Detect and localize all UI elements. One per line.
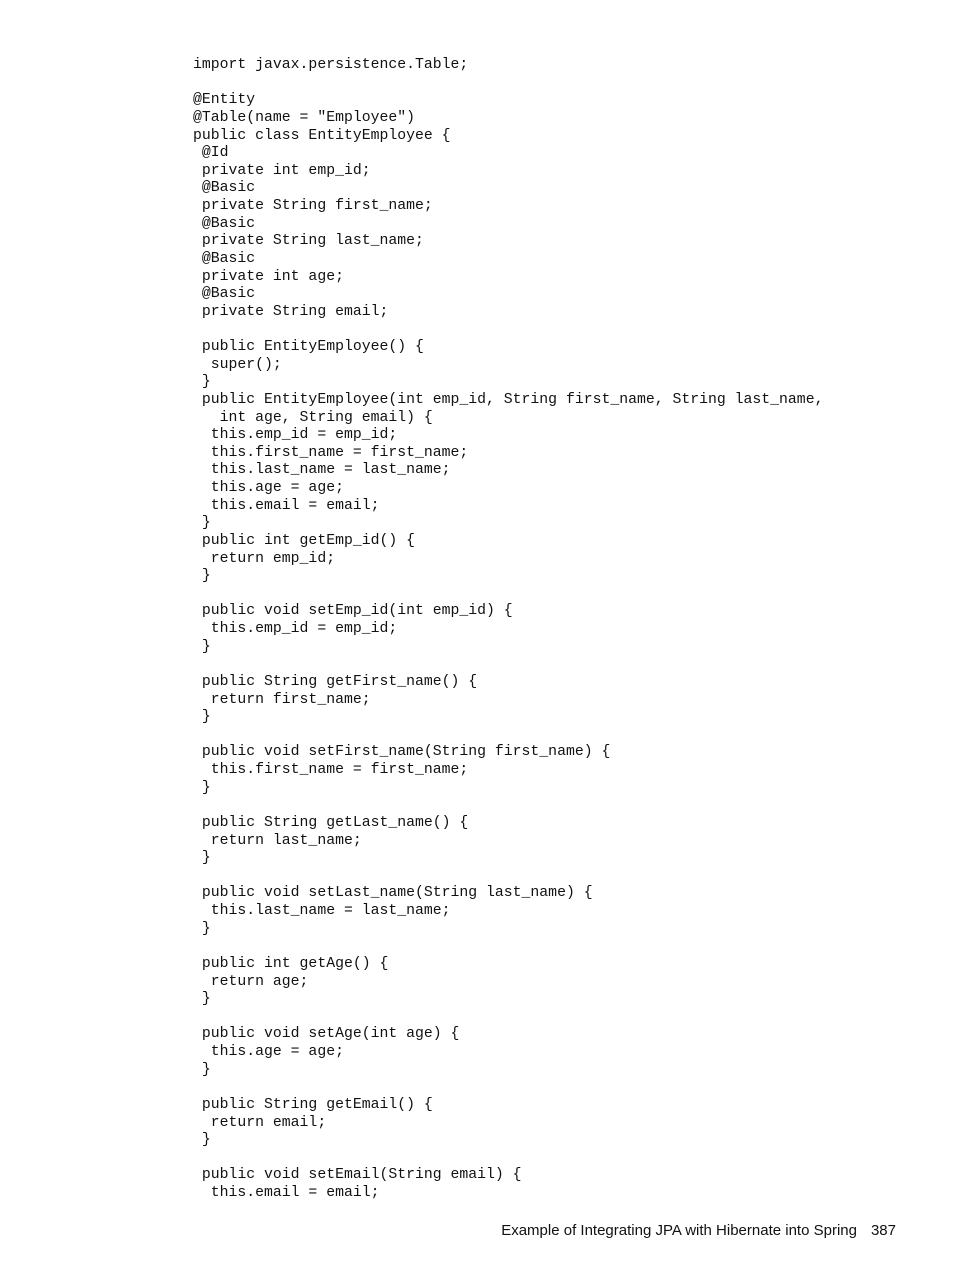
code-line: public String getEmail() {	[193, 1096, 433, 1113]
code-line: }	[193, 638, 211, 655]
code-line: @Basic	[193, 215, 256, 232]
code-line: public void setFirst_name(String first_name) {	[193, 744, 611, 761]
code-line	[193, 656, 933, 674]
code-line: @Entity	[193, 92, 256, 109]
code-line: private int age;	[193, 268, 344, 285]
code-line: private String last_name;	[193, 233, 424, 250]
code-line: }	[193, 709, 211, 726]
code-line: private String email;	[193, 303, 389, 320]
code-line: }	[193, 991, 211, 1008]
page-footer	[0, 1222, 896, 1239]
code-listing	[193, 57, 933, 1203]
code-line: @Table(name = "Employee")	[193, 109, 415, 126]
code-line: public int getAge() {	[193, 955, 389, 972]
code-line: @Basic	[193, 180, 256, 197]
code-line: this.email = email;	[193, 1185, 380, 1201]
code-line: return emp_id;	[193, 550, 336, 567]
code-line	[193, 1009, 933, 1027]
code-line: public class EntityEmployee {	[193, 127, 451, 144]
code-line: public String getFirst_name() {	[193, 673, 478, 690]
code-line: this.emp_id = emp_id;	[193, 427, 398, 444]
code-line: @Basic	[193, 250, 256, 267]
code-line: }	[193, 568, 211, 585]
code-line	[193, 75, 933, 93]
code-line: this.first_name = first_name;	[193, 762, 469, 778]
code-line: return first_name;	[193, 691, 371, 708]
code-line: public void setEmp_id(int emp_id) {	[193, 603, 513, 620]
code-line: this.last_name = last_name;	[193, 462, 451, 479]
code-line: public int getEmp_id() {	[193, 532, 415, 549]
code-line	[193, 1079, 933, 1097]
code-line: private String first_name;	[193, 198, 433, 214]
code-line	[193, 868, 933, 886]
code-line: public EntityEmployee(int emp_id, String first_name, String last_name,	[193, 391, 824, 408]
code-line: this.email = email;	[193, 497, 380, 514]
code-line: return email;	[193, 1114, 327, 1131]
code-line: this.last_name = last_name;	[193, 903, 451, 919]
code-line: private int emp_id;	[193, 162, 371, 179]
code-line: int age, String email) {	[193, 409, 433, 426]
code-line: }	[193, 1132, 211, 1149]
code-line: }	[193, 779, 211, 796]
code-line: super();	[193, 356, 282, 373]
code-line	[193, 727, 933, 745]
code-line: @Id	[193, 145, 229, 162]
code-line: public void setAge(int age) {	[193, 1026, 460, 1043]
code-line: this.first_name = first_name;	[193, 444, 469, 461]
code-line: }	[193, 374, 211, 391]
code-line: this.age = age;	[193, 1044, 344, 1060]
footer-title: Example of Integrating JPA with Hibernate into Spring	[501, 1222, 857, 1239]
code-line	[193, 321, 933, 339]
page-number: 387	[870, 1222, 896, 1239]
code-line: }	[193, 515, 211, 532]
code-line	[193, 586, 933, 604]
code-line: public EntityEmployee() {	[193, 339, 424, 355]
code-line: }	[193, 1061, 211, 1078]
code-line	[193, 797, 933, 815]
code-line: }	[193, 920, 211, 937]
code-line: }	[193, 850, 211, 867]
code-line: this.emp_id = emp_id;	[193, 621, 398, 637]
code-line: this.age = age;	[193, 480, 344, 496]
code-line	[193, 1150, 933, 1168]
code-line: public void setEmail(String email) {	[193, 1167, 522, 1184]
code-line: return last_name;	[193, 832, 362, 849]
code-line: public String getLast_name() {	[193, 814, 469, 831]
code-line: @Basic	[193, 286, 256, 303]
code-line: public void setLast_name(String last_name) {	[193, 885, 593, 902]
code-line	[193, 938, 933, 956]
code-line: return age;	[193, 973, 309, 990]
code-line: import javax.persistence.Table;	[193, 57, 469, 73]
